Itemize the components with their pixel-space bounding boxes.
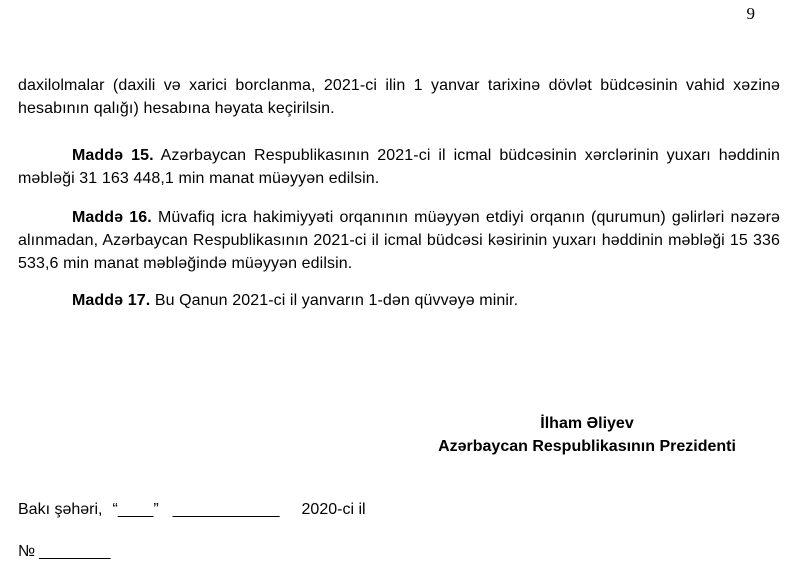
paragraph-continuation [18, 74, 780, 120]
city-label: Bakı şəhəri, [18, 501, 103, 518]
number-symbol: № [18, 543, 36, 560]
month-blank-line: ____________ [172, 501, 280, 518]
page-number: 9 [746, 4, 755, 23]
article-17-label: Maddə 17. [72, 292, 151, 309]
document-content [0, 74, 800, 563]
date-line [18, 498, 780, 521]
article-15-label: Maddə 15. [72, 147, 154, 164]
article-paragraph-15 [18, 144, 780, 190]
number-blank-line: ________ [39, 543, 111, 560]
article-paragraph-16 [18, 206, 780, 275]
signature-name: İlham Əliyev [540, 415, 634, 432]
number-line [18, 540, 780, 563]
signature-title: Azərbaycan Respublikasının Prezidenti [438, 438, 736, 455]
article-17-text: Bu Qanun 2021-ci il yanvarın 1-dən qüvvəyə minir. [154, 292, 519, 309]
article-paragraph-17 [18, 289, 780, 312]
open-quote: “ [112, 501, 118, 518]
article-15-text: Azərbaycan Respublikasının 2021-ci il icmal büdcəsinin xərclərinin yuxarı həddinin məbləği 31 163 448,1 min manat müəyyən edilsin. [18, 147, 780, 187]
year-label: 2020-ci il [301, 501, 366, 518]
paragraph-continuation-text: daxilolmalar (daxili və xarici borclanma, 2021-ci ilin 1 yanvar tarixinə dövlət büdcəsinin vahid xəzinə hesabının qalığı) hesabına həyata keçirilsin. [18, 77, 780, 117]
close-quote: ” [153, 501, 159, 518]
article-16-label: Maddə 16. [72, 209, 152, 226]
day-blank-line: ____ [117, 501, 154, 518]
article-16-text: Müvafiq icra hakimiyyəti orqanının müəyyən etdiyi orqanın (qurumun) gəlirləri nəzərə alınmadan, Azərbaycan Respublikasının 2021-ci il icmal büdcəsi kəsirinin yuxarı həddinin məbləği 15 336 533,6 min manat məbləğində müəyyən edilsin. [18, 209, 781, 272]
day-blank-group [112, 501, 158, 518]
signature-block [391, 412, 783, 458]
